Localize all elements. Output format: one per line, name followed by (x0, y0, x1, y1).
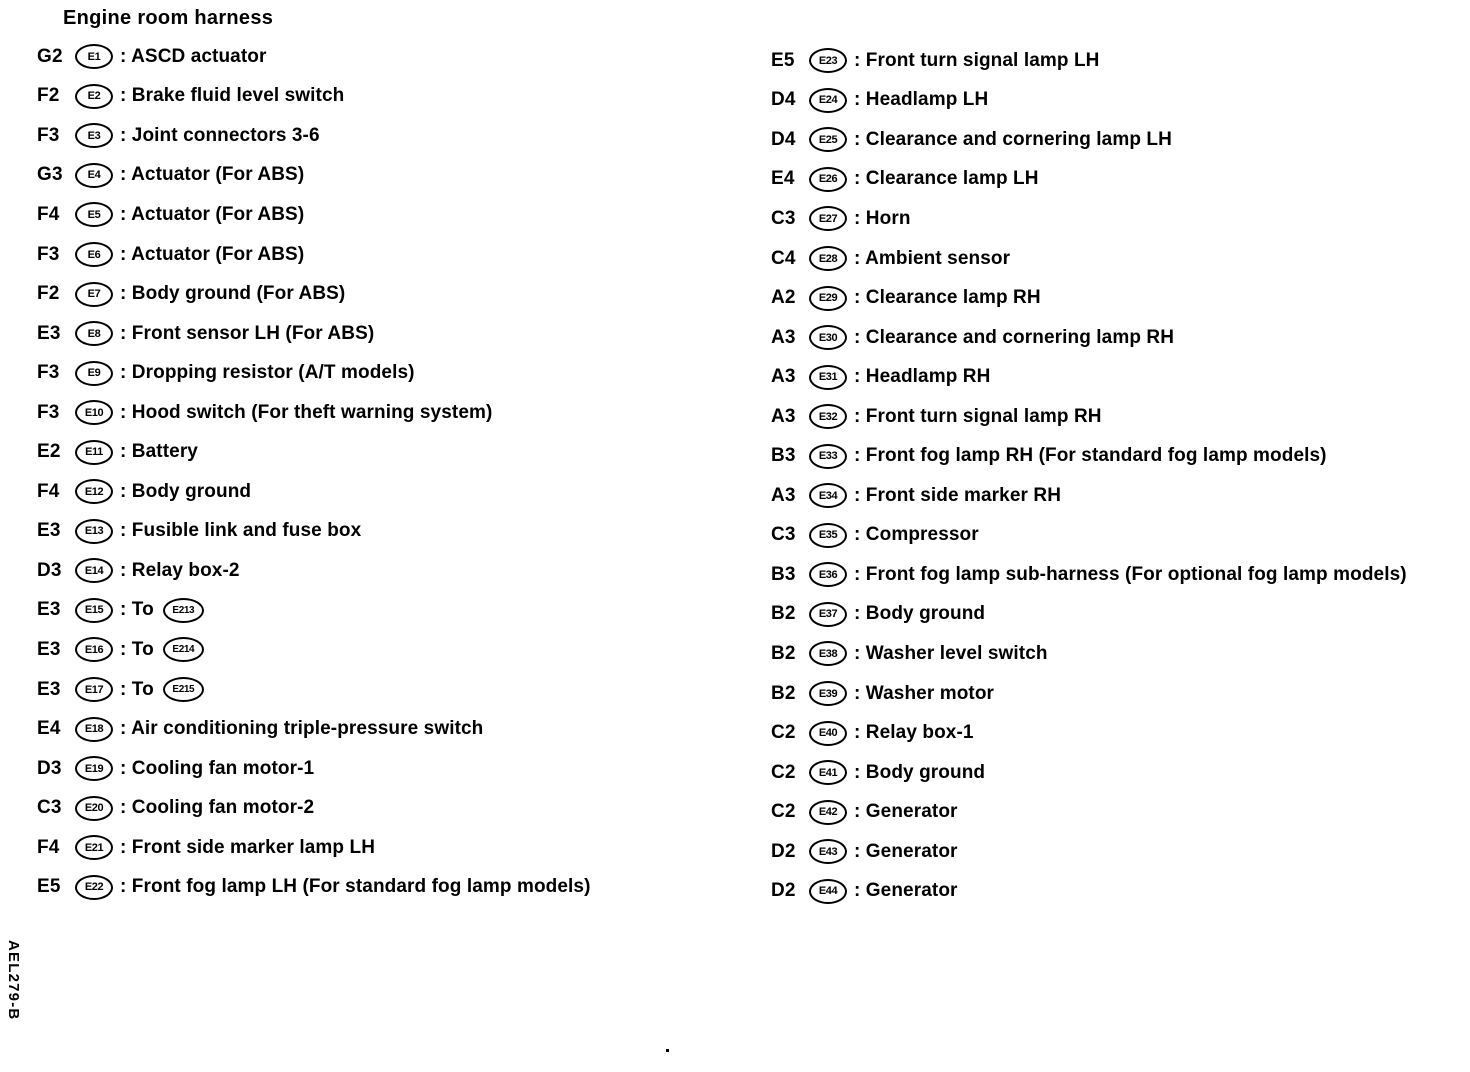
grid-reference: F4 (37, 836, 60, 858)
connector-badge (75, 242, 113, 267)
connector-badge (75, 717, 113, 742)
connector-description: : Generator (854, 801, 958, 823)
grid-reference: A3 (771, 366, 796, 388)
connector-entry (771, 199, 1407, 239)
connector-badge (75, 84, 113, 109)
grid-reference: D4 (771, 128, 796, 150)
connector-badge (809, 839, 847, 864)
connector-badge (75, 677, 113, 702)
connector-entry (37, 195, 591, 235)
connector-ref-badge (163, 637, 204, 662)
connector-entry (37, 828, 591, 868)
grid-reference: F4 (37, 480, 60, 502)
connector-id: E9 (87, 367, 101, 380)
grid-reference: C2 (771, 761, 796, 783)
connector-description: : Generator (854, 840, 958, 862)
grid-reference: E3 (37, 638, 61, 660)
connector-description: : Compressor (854, 524, 979, 546)
connector-id: E36 (818, 568, 838, 581)
connector-badge (809, 523, 847, 548)
connector-description: : Front fog lamp sub-harness (For optional fog lamp models) (854, 563, 1407, 585)
connector-description: : Front turn signal lamp LH (854, 49, 1100, 71)
connector-description: : Washer level switch (854, 642, 1048, 664)
connector-id: E28 (818, 252, 838, 265)
grid-reference: E3 (37, 599, 61, 621)
connector-description: : Front fog lamp RH (For standard fog lamp models) (854, 445, 1327, 467)
connector-id: E5 (87, 208, 101, 221)
connector-id: E10 (84, 406, 104, 419)
connector-entry (771, 832, 1407, 872)
grid-reference: E3 (37, 520, 61, 542)
connector-badge (75, 400, 113, 425)
connector-id: E21 (84, 841, 104, 854)
connector-badge (809, 562, 847, 587)
grid-reference: F2 (37, 85, 60, 107)
connector-entry (37, 116, 591, 156)
grid-reference: A3 (771, 326, 796, 348)
connector-description: : Body ground (854, 761, 986, 783)
grid-reference: C4 (771, 247, 796, 269)
connector-id: E11 (85, 446, 103, 459)
connector-id: E33 (818, 450, 838, 463)
connector-entry (771, 634, 1407, 674)
connector-description: : Horn (854, 207, 911, 229)
grid-reference: D2 (771, 880, 796, 902)
grid-reference: C3 (37, 797, 62, 819)
connector-entry (37, 77, 591, 117)
connector-entry (771, 160, 1407, 200)
connector-description: : Brake fluid level switch (120, 85, 345, 107)
connector-entry (37, 314, 591, 354)
connector-badge (75, 875, 113, 900)
connector-ref-id: E213 (172, 604, 195, 616)
connector-description: : Front fog lamp LH (For standard fog lamp models) (120, 876, 591, 898)
connector-badge (75, 479, 113, 504)
connector-description: : Washer motor (854, 682, 995, 704)
grid-reference: F2 (37, 283, 60, 305)
grid-reference: D2 (771, 840, 796, 862)
connector-description: : Cooling fan motor-2 (120, 797, 315, 819)
grid-reference: E4 (771, 168, 795, 190)
connector-badge (75, 44, 113, 69)
connector-id: E43 (818, 845, 838, 858)
grid-reference: E5 (37, 876, 61, 898)
connector-entry (37, 788, 591, 828)
connector-entry (37, 591, 591, 631)
connector-entry (771, 753, 1407, 793)
connector-id: E38 (818, 647, 838, 660)
connector-badge (75, 598, 113, 623)
connector-badge (75, 558, 113, 583)
connector-entry (37, 393, 591, 433)
connector-entry (771, 239, 1407, 279)
grid-reference: B3 (771, 445, 796, 467)
connector-description: : To (120, 638, 154, 660)
connector-id: E4 (87, 169, 101, 182)
connector-badge (75, 519, 113, 544)
connector-id: E30 (818, 331, 838, 344)
connector-description: : Dropping resistor (A/T models) (120, 362, 415, 384)
connector-badge (809, 286, 847, 311)
connector-id: E34 (818, 489, 838, 502)
connector-description: : Headlamp RH (854, 366, 991, 388)
connector-badge (809, 88, 847, 113)
connector-id: E31 (818, 371, 838, 384)
connector-badge (809, 483, 847, 508)
connector-badge (75, 835, 113, 860)
connector-badge (809, 246, 847, 271)
connector-entry (771, 516, 1407, 556)
connector-description: : Generator (854, 880, 958, 902)
connector-description: : Body ground (854, 603, 986, 625)
connector-entry (771, 41, 1407, 81)
connector-entry (771, 120, 1407, 160)
connector-description: : Headlamp LH (854, 89, 989, 111)
connector-entry (37, 472, 591, 512)
grid-reference: F3 (37, 401, 60, 423)
connector-id: E15 (84, 604, 104, 617)
connector-entry (771, 871, 1407, 911)
grid-reference: G2 (37, 45, 63, 67)
connector-badge (809, 206, 847, 231)
connector-badge (809, 48, 847, 73)
connector-badge (809, 127, 847, 152)
connector-id: E26 (818, 173, 838, 186)
connector-id: E6 (87, 248, 101, 261)
connector-description: : ASCD actuator (120, 45, 267, 67)
grid-reference: F3 (37, 243, 60, 265)
connector-entry (771, 436, 1407, 476)
connector-entry (771, 595, 1407, 635)
connector-badge (75, 637, 113, 662)
connector-entry (771, 81, 1407, 121)
grid-reference: A3 (771, 484, 796, 506)
connector-id: E37 (818, 608, 838, 621)
connector-description: : Relay box-2 (120, 559, 240, 581)
grid-reference: C3 (771, 207, 796, 229)
connector-entry (37, 670, 591, 710)
connector-description: : Front side marker RH (854, 484, 1062, 506)
connector-id: E23 (818, 54, 838, 67)
grid-reference: B3 (771, 563, 796, 585)
connector-badge (809, 879, 847, 904)
connector-description: : Actuator (For ABS) (120, 164, 305, 186)
grid-reference: E4 (37, 718, 61, 740)
page-title: Engine room harness (63, 7, 274, 29)
connector-entry (37, 432, 591, 472)
connector-id: E25 (818, 133, 838, 146)
grid-reference: D3 (37, 559, 62, 581)
connector-description: : Air conditioning triple-pressure switch (120, 718, 484, 740)
connector-id: E40 (818, 727, 838, 740)
connector-description: : Fusible link and fuse box (120, 520, 362, 542)
connector-badge (809, 167, 847, 192)
connector-entry (771, 792, 1407, 832)
connector-description: : Front sensor LH (For ABS) (120, 322, 375, 344)
connector-entry (771, 278, 1407, 318)
connector-id: E17 (84, 683, 104, 696)
grid-reference: E5 (771, 49, 795, 71)
connector-entry (37, 235, 591, 275)
connector-description: : Battery (120, 441, 198, 463)
connector-badge (75, 361, 113, 386)
grid-reference: F3 (37, 362, 60, 384)
stray-dot (666, 1049, 669, 1052)
connector-id: E29 (818, 292, 838, 305)
connector-badge (809, 404, 847, 429)
connector-entry (37, 630, 591, 670)
connector-entry (771, 555, 1407, 595)
connector-id: E44 (818, 885, 838, 898)
connector-entry (37, 37, 591, 77)
connector-badge (809, 641, 847, 666)
connector-id: E39 (818, 687, 838, 700)
connector-id: E13 (84, 525, 104, 538)
connector-id: E14 (84, 564, 104, 577)
grid-reference: B2 (771, 682, 796, 704)
grid-reference: E3 (37, 322, 61, 344)
grid-reference: A2 (771, 287, 796, 309)
connector-list-left (37, 37, 591, 907)
connector-entry (37, 551, 591, 591)
connector-description: : Clearance and cornering lamp RH (854, 326, 1175, 348)
connector-list-right (771, 41, 1407, 911)
connector-ref-id: E215 (172, 684, 195, 696)
connector-badge (809, 721, 847, 746)
connector-id: E42 (818, 806, 838, 819)
connector-description: : To (120, 599, 154, 621)
figure-code: AEL279-B (5, 940, 22, 1021)
connector-description: : Actuator (For ABS) (120, 203, 305, 225)
grid-reference: E3 (37, 678, 61, 700)
connector-id: E8 (87, 327, 101, 340)
grid-reference: D3 (37, 757, 62, 779)
connector-entry (37, 709, 591, 749)
connector-description: : Cooling fan motor-1 (120, 757, 315, 779)
connector-description: : Hood switch (For theft warning system) (120, 401, 493, 423)
connector-badge (75, 123, 113, 148)
grid-reference: B2 (771, 642, 796, 664)
connector-description: : Body ground (120, 480, 252, 502)
connector-badge (75, 163, 113, 188)
connector-description: : Front turn signal lamp RH (854, 405, 1102, 427)
connector-id: E3 (87, 129, 101, 142)
connector-entry (771, 713, 1407, 753)
connector-id: E7 (87, 288, 101, 301)
connector-id: E20 (84, 802, 104, 815)
connector-badge (809, 681, 847, 706)
connector-description: : Clearance and cornering lamp LH (854, 128, 1172, 150)
connector-badge (75, 756, 113, 781)
connector-entry (771, 674, 1407, 714)
connector-id: E22 (84, 881, 104, 894)
connector-ref-badge (163, 598, 204, 623)
connector-entry (771, 318, 1407, 358)
connector-id: E27 (818, 212, 838, 225)
connector-description: : To (120, 678, 154, 700)
connector-description: : Body ground (For ABS) (120, 283, 346, 305)
connector-description: : Joint connectors 3-6 (120, 124, 320, 146)
connector-description: : Ambient sensor (854, 247, 1011, 269)
grid-reference: C2 (771, 801, 796, 823)
connector-ref-badge (163, 677, 204, 702)
connector-id: E24 (818, 94, 838, 107)
connector-entry (37, 749, 591, 789)
grid-reference: C3 (771, 524, 796, 546)
connector-badge (75, 796, 113, 821)
connector-badge (809, 365, 847, 390)
connector-badge (809, 760, 847, 785)
connector-badge (75, 202, 113, 227)
connector-badge (75, 321, 113, 346)
connector-badge (809, 444, 847, 469)
connector-id: E32 (818, 410, 838, 423)
connector-id: E41 (818, 766, 838, 779)
connector-badge (809, 325, 847, 350)
connector-ref-id: E214 (172, 644, 195, 656)
grid-reference: D4 (771, 89, 796, 111)
grid-reference: E2 (37, 441, 61, 463)
grid-reference: A3 (771, 405, 796, 427)
connector-id: E1 (87, 50, 101, 63)
grid-reference: F4 (37, 203, 60, 225)
connector-entry (771, 357, 1407, 397)
connector-entry (37, 512, 591, 552)
connector-badge (75, 282, 113, 307)
connector-description: : Clearance lamp RH (854, 287, 1041, 309)
connector-entry (771, 476, 1407, 516)
connector-id: E19 (84, 762, 104, 775)
connector-description: : Clearance lamp LH (854, 168, 1039, 190)
connector-id: E18 (84, 723, 104, 736)
grid-reference: G3 (37, 164, 63, 186)
connector-id: E12 (84, 485, 104, 498)
connector-entry (37, 156, 591, 196)
connector-badge (809, 602, 847, 627)
connector-id: E2 (87, 90, 101, 103)
connector-description: : Actuator (For ABS) (120, 243, 305, 265)
connector-entry (37, 274, 591, 314)
connector-id: E16 (84, 643, 104, 656)
connector-badge (75, 440, 113, 465)
connector-badge (809, 800, 847, 825)
grid-reference: F3 (37, 124, 60, 146)
grid-reference: B2 (771, 603, 796, 625)
grid-reference: C2 (771, 722, 796, 744)
connector-entry (771, 397, 1407, 437)
connector-description: : Front side marker lamp LH (120, 836, 376, 858)
connector-id: E35 (818, 529, 838, 542)
connector-entry (37, 353, 591, 393)
connector-description: : Relay box-1 (854, 722, 974, 744)
connector-entry (37, 867, 591, 907)
